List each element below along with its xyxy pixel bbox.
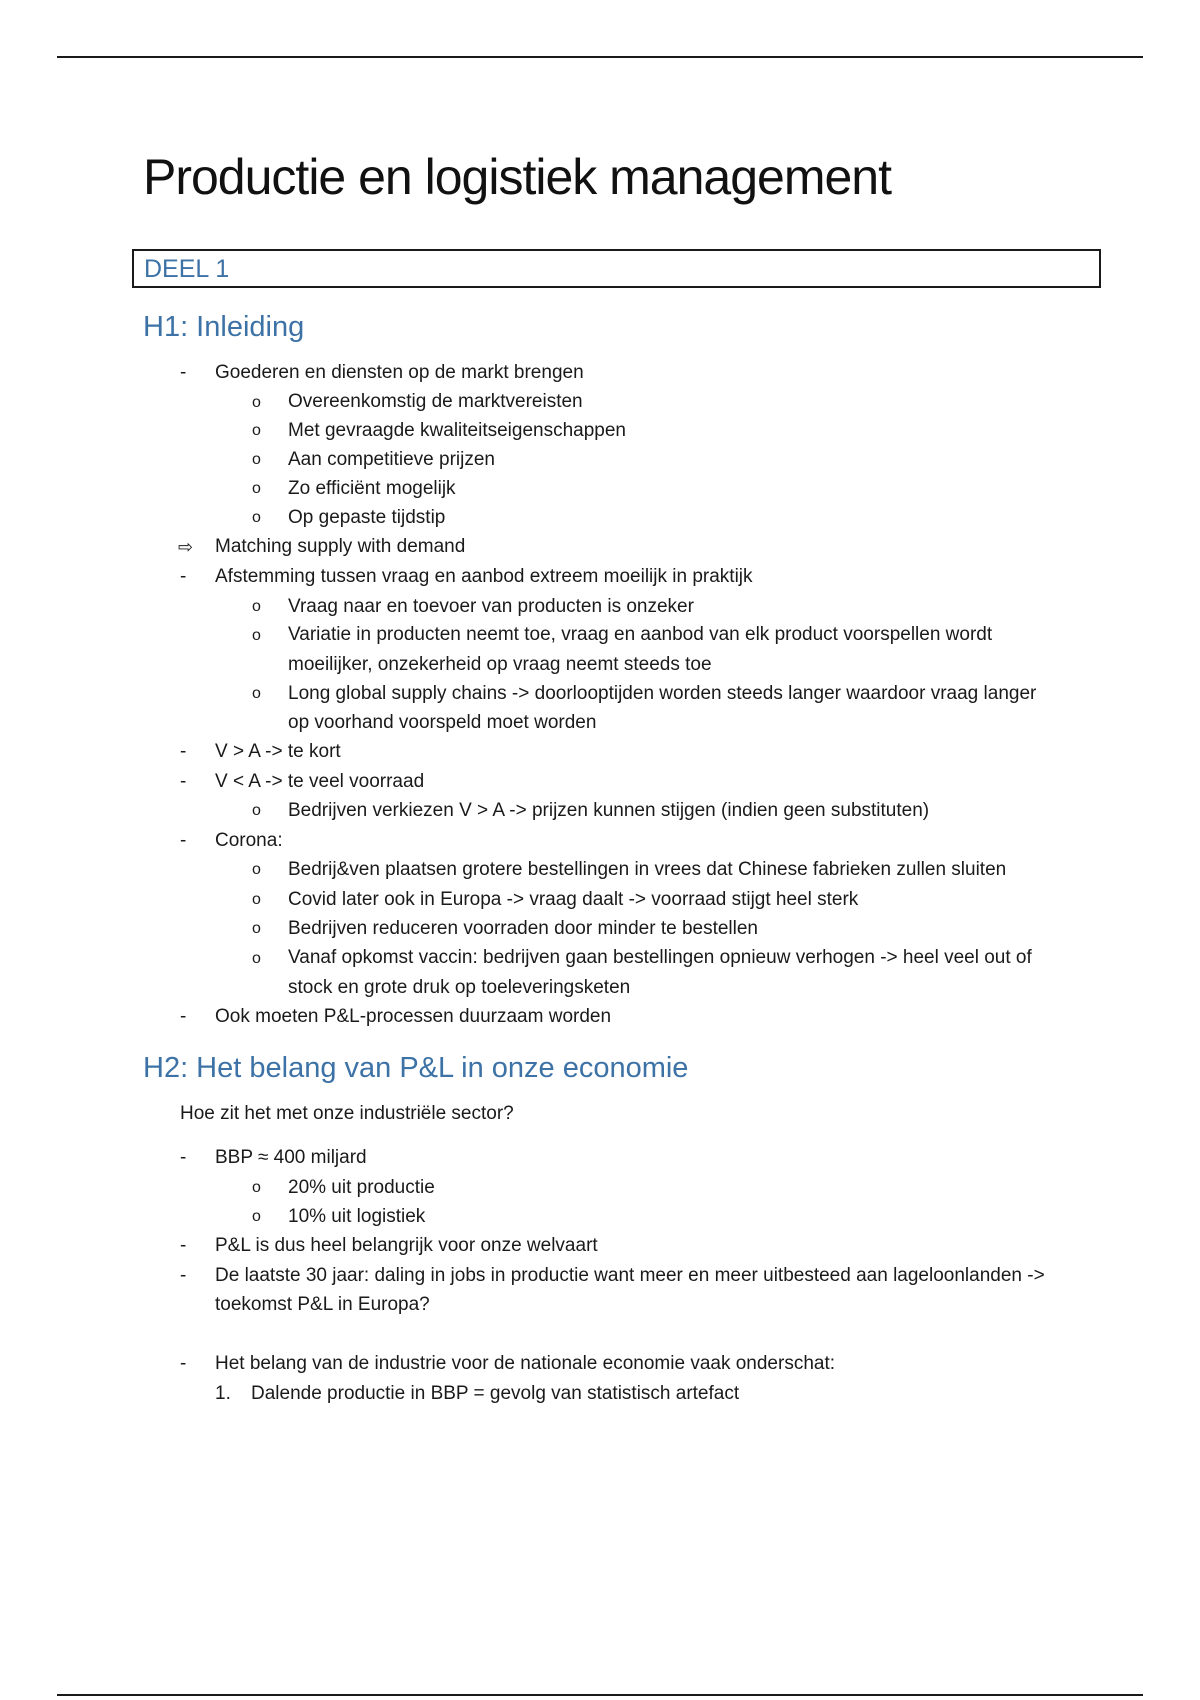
list-number: 1.: [215, 1383, 231, 1404]
list-item: Matching supply with demand: [215, 536, 466, 557]
list-item: Op gepaste tijdstip: [288, 507, 446, 528]
top-rule: [57, 56, 1143, 58]
list-item: Zo efficiënt mogelijk: [288, 478, 456, 499]
list-item: Bedrijven verkiezen V > A -> prijzen kunnen stijgen (indien geen substituten): [288, 800, 930, 821]
list-item: Bedrijven reduceren voorraden door minder te bestellen: [288, 918, 758, 939]
part-box: [132, 249, 1101, 288]
list-item: Het belang van de industrie voor de nationale economie vaak onderschat:: [215, 1353, 836, 1374]
bullet-circle: o: [252, 891, 261, 908]
bullet-circle: o: [252, 1208, 261, 1225]
list-item: Variatie in producten neemt toe, vraag en aanbod van elk product voorspellen wordt: [288, 624, 993, 645]
list-item: BBP ≈ 400 miljard: [215, 1147, 367, 1168]
bottom-rule: [57, 1694, 1143, 1696]
list-item: Overeenkomstig de marktvereisten: [288, 391, 583, 412]
list-item-continuation: stock en grote druk op toeleveringsketen: [288, 977, 631, 998]
bullet-circle: o: [252, 451, 261, 468]
bullet-dash: -: [180, 1235, 187, 1256]
bullet-dash: -: [180, 771, 187, 792]
list-item: Aan competitieve prijzen: [288, 449, 495, 470]
list-item: Vanaf opkomst vaccin: bedrijven gaan bestellingen opnieuw verhogen -> heel veel out of: [288, 947, 1032, 968]
bullet-dash: -: [180, 830, 187, 851]
list-item: Bedrij&ven plaatsen grotere bestellingen in vrees dat Chinese fabrieken zullen sluiten: [288, 859, 1007, 880]
list-item: Goederen en diensten op de markt brengen: [215, 362, 584, 383]
bullet-circle: o: [252, 598, 261, 615]
list-item: Covid later ook in Europa -> vraag daalt -> voorraad stijgt heel sterk: [288, 889, 859, 910]
bullet-dash: -: [180, 566, 187, 587]
bullet-circle: o: [252, 950, 261, 967]
bullet-circle: o: [252, 1179, 261, 1196]
list-item: Vraag naar en toevoer van producten is onzeker: [288, 596, 694, 617]
list-item: Ook moeten P&L-processen duurzaam worden: [215, 1006, 612, 1027]
list-item-continuation: op voorhand voorspeld moet worden: [288, 712, 597, 733]
bullet-dash: -: [180, 1353, 187, 1374]
bullet-circle: o: [252, 802, 261, 819]
bullet-circle: o: [252, 509, 261, 526]
list-item: Met gevraagde kwaliteitseigenschappen: [288, 420, 626, 441]
list-item: P&L is dus heel belangrijk voor onze welvaart: [215, 1235, 598, 1256]
bullet-circle: o: [252, 394, 261, 411]
intro-question: Hoe zit het met onze industriële sector?: [180, 1103, 514, 1124]
bullet-dash: -: [180, 1006, 187, 1027]
list-item: V > A -> te kort: [215, 741, 341, 762]
list-item: De laatste 30 jaar: daling in jobs in productie want meer en meer uitbesteed aan lageloonlanden ->: [215, 1265, 1045, 1286]
list-item-continuation: moeilijker, onzekerheid op vraag neemt steeds toe: [288, 654, 712, 675]
bullet-circle: o: [252, 422, 261, 439]
bullet-dash: -: [180, 1147, 187, 1168]
bullet-dash: -: [180, 362, 187, 383]
arrow-icon: ⇨: [178, 537, 194, 557]
bullet-dash: -: [180, 1265, 187, 1286]
list-item: Long global supply chains -> doorlooptijden worden steeds langer waardoor vraag langer: [288, 683, 1037, 704]
list-item-continuation: toekomst P&L in Europa?: [215, 1294, 430, 1315]
list-item: Afstemming tussen vraag en aanbod extreem moeilijk in praktijk: [215, 566, 753, 587]
list-item: 20% uit productie: [288, 1177, 435, 1198]
document-title: Productie en logistiek management: [143, 149, 892, 205]
list-item: Corona:: [215, 830, 283, 851]
list-item: V < A -> te veel voorraad: [215, 771, 425, 792]
bullet-circle: o: [252, 861, 261, 878]
bullet-circle: o: [252, 920, 261, 937]
numbered-item: Dalende productie in BBP = gevolg van statistisch artefact: [251, 1383, 740, 1404]
section-heading-h1: H1: Inleiding: [143, 311, 305, 343]
bullet-circle: o: [252, 685, 261, 702]
bullet-dash: -: [180, 741, 187, 762]
bullet-circle: o: [252, 627, 261, 644]
list-item: 10% uit logistiek: [288, 1206, 426, 1227]
part-label: DEEL 1: [144, 255, 230, 283]
bullet-circle: o: [252, 480, 261, 497]
section-heading-h2: H2: Het belang van P&L in onze economie: [143, 1052, 689, 1084]
